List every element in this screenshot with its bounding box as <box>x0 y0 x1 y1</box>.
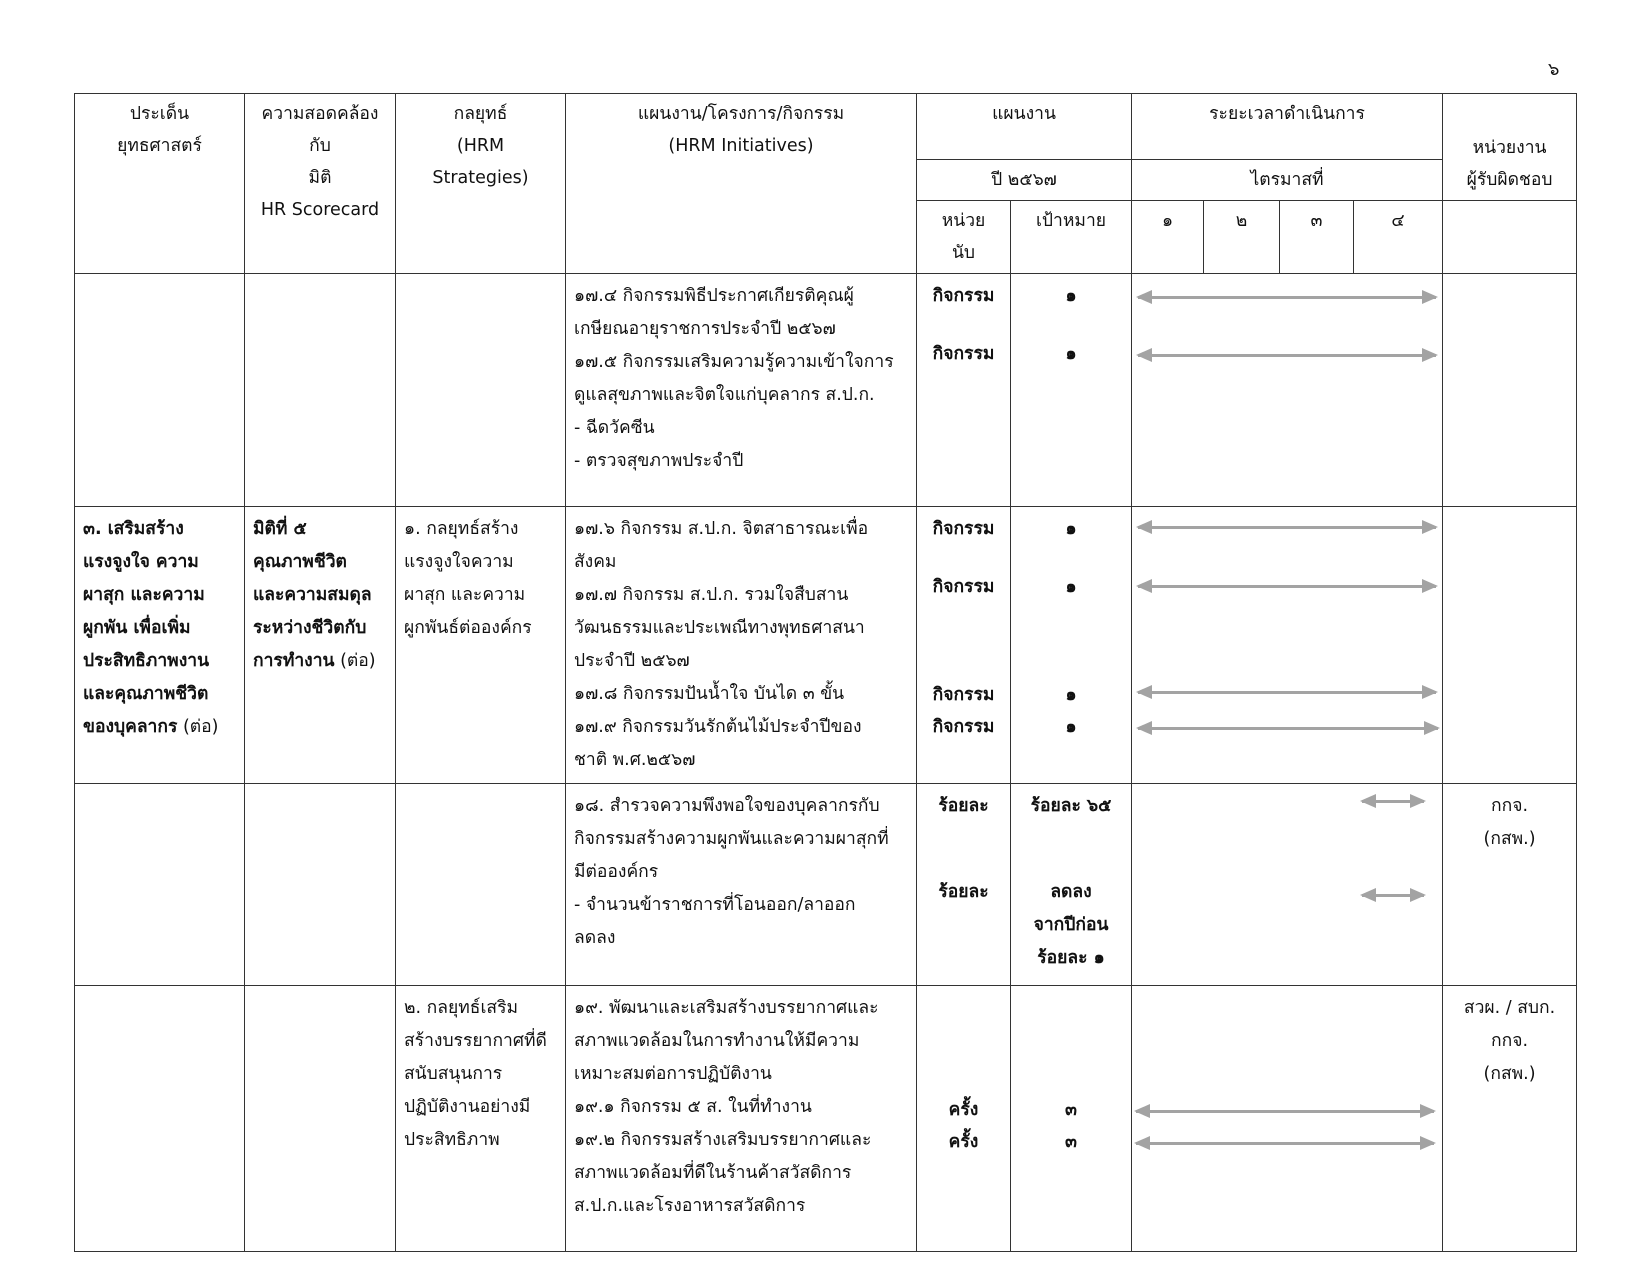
unit-value: กิจกรรม <box>932 685 995 705</box>
header-year: ปี ๒๕๖๗ <box>917 160 1132 201</box>
schedule-cell <box>1132 274 1443 507</box>
unit-value: ร้อยละ <box>938 796 989 816</box>
header-alignment: ความสอดคล้อง กับ มิติ HR Scorecard <box>245 94 396 274</box>
header-issue: ประเด็น ยุทธศาสตร์ <box>75 94 245 274</box>
unit-value: กิจกรรม <box>932 577 995 597</box>
alignment-cell <box>245 507 396 784</box>
target-cell <box>1011 274 1132 507</box>
alignment-suffix: (ต่อ) <box>334 651 376 671</box>
target-cell <box>1011 507 1132 784</box>
header-q2: ๒ <box>1204 201 1280 274</box>
schedule-cell <box>1132 784 1443 986</box>
header-target: เป้าหมาย <box>1011 201 1132 274</box>
unit-value: กิจกรรม <box>932 286 995 306</box>
initiatives-cell: ๑๗.๖ กิจกรรม ส.ป.ก. จิตสาธารณะเพื่อ สังคม ๑๗.๗ กิจกรรม ส.ป.ก. รวมใจสืบสาน วัฒนธรรมและประเพณีทางพุทธศาสนา ประจำปี ๒๕๖๗ ๑๗.๘ กิจกรรมปันน้ำใจ บันได ๓ ขั้น ๑๗.๙ กิจกรรมวันรักต้นไม้ประจำปีของ ชาติ พ.ศ.๒๕๖๗ <box>566 507 917 784</box>
schedule-arrow <box>1138 354 1436 357</box>
unit-cell <box>917 784 1011 986</box>
alignment-text: มิติที่ ๕ คุณภาพชีวิต และความสมดุล ระหว่างชีวิตกับ การทำงาน <box>253 519 372 671</box>
target-cell <box>1011 986 1132 1252</box>
unit-cell <box>917 507 1011 784</box>
schedule-arrow <box>1138 526 1436 529</box>
schedule-arrow <box>1138 296 1436 299</box>
issue-suffix: (ต่อ) <box>177 717 219 737</box>
unit-value: ร้อยละ <box>938 882 989 902</box>
unit-cell <box>917 274 1011 507</box>
unit-value: กิจกรรม <box>932 344 995 364</box>
header-responsible-blank <box>1443 201 1577 274</box>
target-cell <box>1011 784 1132 986</box>
strategy-cell: ๒. กลยุทธ์เสริม สร้างบรรยากาศที่ดี สนับสนุนการ ปฏิบัติงานอย่างมี ประสิทธิภาพ <box>396 986 566 1252</box>
schedule-arrow <box>1138 585 1436 588</box>
header-q4: ๔ <box>1354 201 1443 274</box>
strategy-cell <box>396 784 566 986</box>
initiatives-cell: ๑๘. สำรวจความพึงพอใจของบุคลากรกับ กิจกรรมสร้างความผูกพันและความผาสุกที่ มีต่อองค์กร - จำนวนข้าราชการที่โอนออก/ลาออก ลดลง <box>566 784 917 986</box>
alignment-cell <box>245 986 396 1252</box>
alignment-cell <box>245 784 396 986</box>
target-value: ร้อยละ ๖๕ <box>1030 796 1112 816</box>
header-period: ระยะเวลาดำเนินการ <box>1132 94 1443 160</box>
unit-value: กิจกรรม <box>932 519 995 539</box>
unit-value: ครั้ง <box>948 1132 979 1152</box>
strategy-cell: ๑. กลยุทธ์สร้าง แรงจูงใจความ ผาสุก และความ ผูกพันธ์ต่อองค์กร <box>396 507 566 784</box>
target-value: ๑ <box>1065 577 1077 597</box>
issue-text: ๓. เสริมสร้าง แรงจูงใจ ความ ผาสุก และความ ผูกพัน เพื่อเพิ่ม ประสิทธิภาพงาน และคุณภาพชีวิต ของบุคลากร <box>83 519 210 737</box>
alignment-cell <box>245 274 396 507</box>
schedule-arrow <box>1138 691 1436 694</box>
responsible-cell: กกจ. (กสพ.) <box>1443 784 1577 986</box>
target-value: ๑ <box>1065 286 1077 306</box>
schedule-arrow <box>1136 1110 1434 1113</box>
target-value: ๑ <box>1065 717 1077 737</box>
target-value: ๓ <box>1065 1100 1077 1120</box>
issue-cell <box>75 507 245 784</box>
target-value: ๑ <box>1065 519 1077 539</box>
strategy-cell <box>396 274 566 507</box>
schedule-cell <box>1132 507 1443 784</box>
table-row <box>75 784 1577 986</box>
schedule-arrow <box>1362 800 1424 803</box>
unit-value: กิจกรรม <box>932 717 995 737</box>
header-strategy: กลยุทธ์ (HRM Strategies) <box>396 94 566 274</box>
target-value: ๓ <box>1065 1132 1077 1152</box>
target-value: ๑ <box>1065 344 1077 364</box>
target-value: ๑ <box>1065 685 1077 705</box>
unit-value: ครั้ง <box>948 1100 979 1120</box>
header-responsible: หน่วยงาน ผู้รับผิดชอบ <box>1443 94 1577 201</box>
header-q1: ๑ <box>1132 201 1204 274</box>
initiatives-cell: ๑๗.๔ กิจกรรมพิธีประกาศเกียรติคุณผู้ เกษียณอายุราชการประจำปี ๒๕๖๗ ๑๗.๕ กิจกรรมเสริมความรู้ความเข้าใจการ ดูแลสุขภาพและจิตใจแก่บุคลากร ส.ป.ก. - ฉีดวัคซีน - ตรวจสุขภาพประจำปี <box>566 274 917 507</box>
hrm-plan-table <box>74 93 1577 1252</box>
table-row <box>75 507 1577 784</box>
target-value: ลดลง จากปีก่อน ร้อยละ ๑ <box>1033 882 1109 968</box>
schedule-cell <box>1132 986 1443 1252</box>
table-row <box>75 274 1577 507</box>
header-initiatives: แผนงาน/โครงการ/กิจกรรม (HRM Initiatives) <box>566 94 917 274</box>
issue-cell <box>75 986 245 1252</box>
header-plan: แผนงาน <box>917 94 1132 160</box>
initiatives-cell: ๑๙. พัฒนาและเสริมสร้างบรรยากาศและ สภาพแวดล้อมในการทำงานให้มีความ เหมาะสมต่อการปฏิบัติงาน ๑๙.๑ กิจกรรม ๕ ส. ในที่ทำงาน ๑๙.๒ กิจกรรมสร้างเสริมบรรยากาศและ สภาพแวดล้อมที่ดีในร้านค้าสวัสดิการ ส.ป.ก.และโรงอาหารสวัสดิการ <box>566 986 917 1252</box>
unit-cell <box>917 986 1011 1252</box>
responsible-cell: สวผ. / สบก. กกจ. (กสพ.) <box>1443 986 1577 1252</box>
table-row <box>75 986 1577 1252</box>
header-q3: ๓ <box>1280 201 1354 274</box>
issue-cell <box>75 784 245 986</box>
header-unit: หน่วย นับ <box>917 201 1011 274</box>
issue-cell <box>75 274 245 507</box>
page-number: ๖ <box>1548 59 1560 80</box>
schedule-arrow <box>1138 727 1438 730</box>
header-quarter: ไตรมาสที่ <box>1132 160 1443 201</box>
responsible-cell <box>1443 507 1577 784</box>
schedule-arrow <box>1362 894 1424 897</box>
responsible-cell <box>1443 274 1577 507</box>
schedule-arrow <box>1136 1142 1434 1145</box>
